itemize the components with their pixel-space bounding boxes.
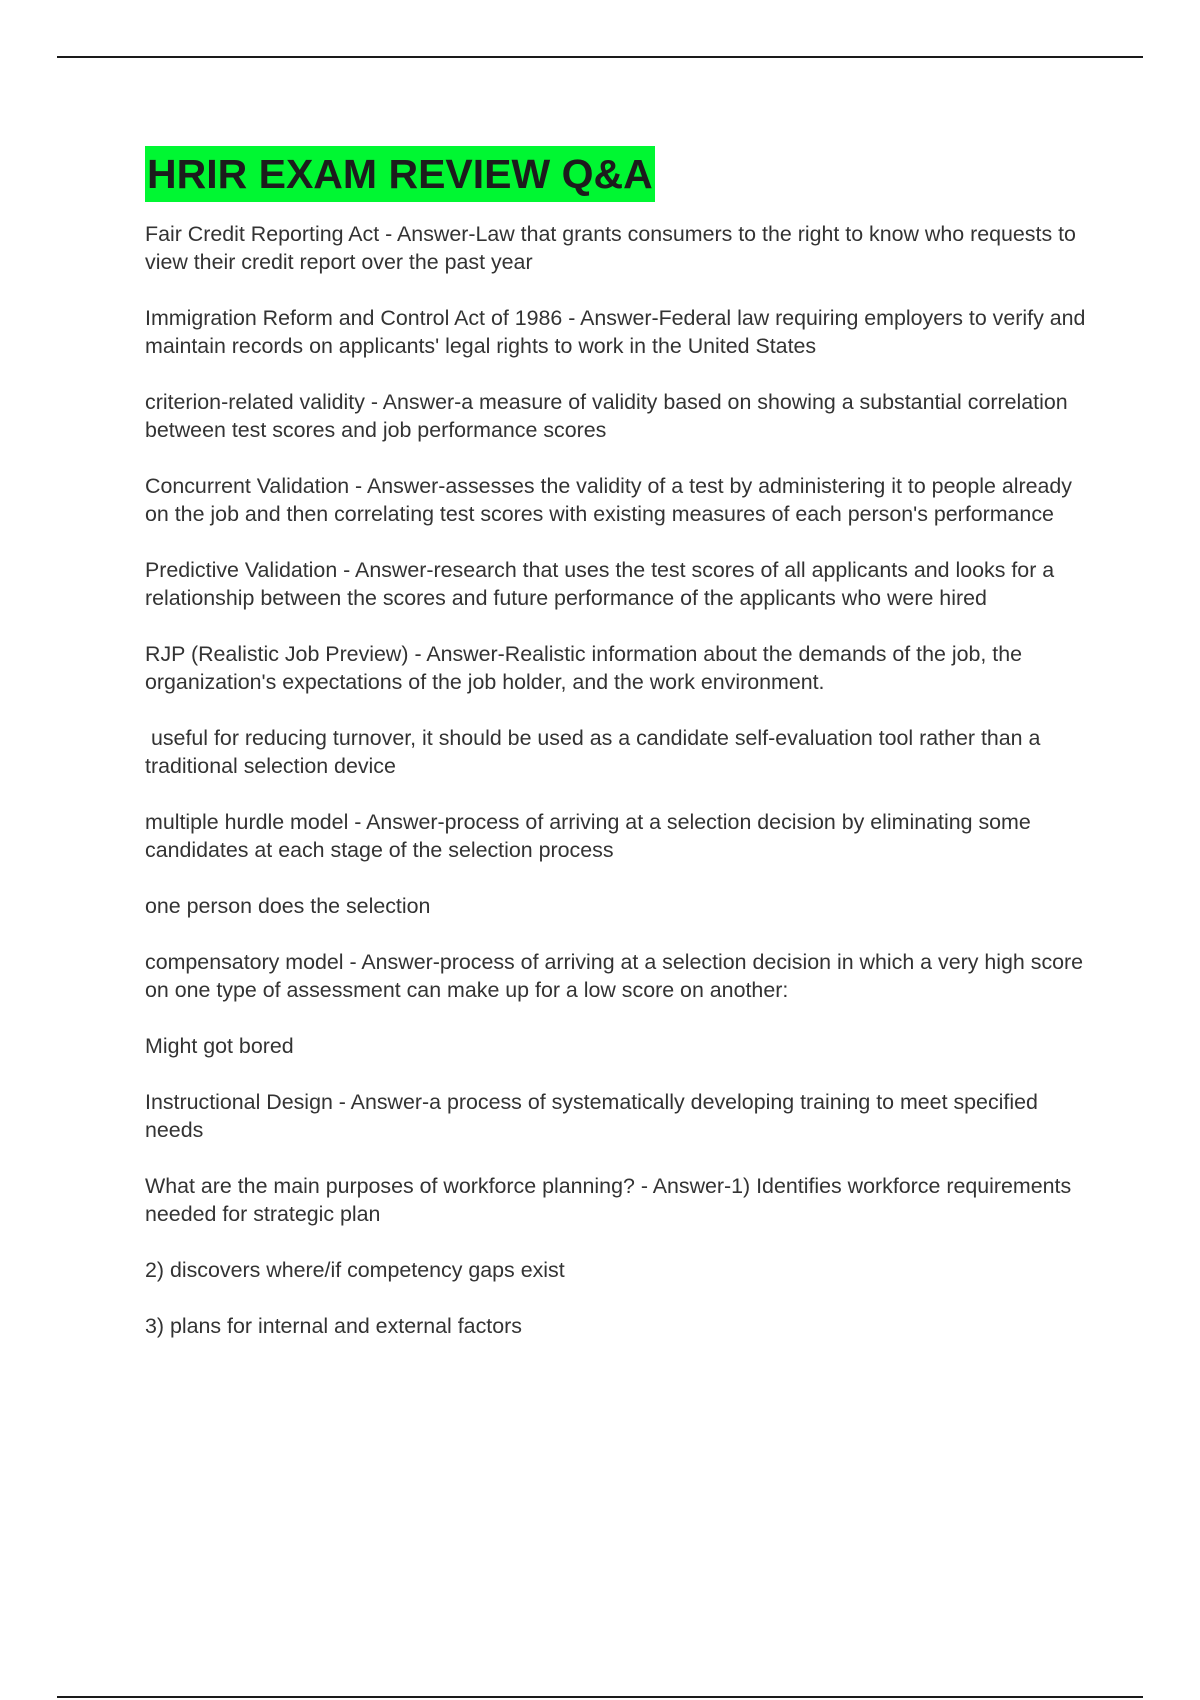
qa-paragraph: Fair Credit Reporting Act - Answer-Law that grants consumers to the right to know who requests to view their credit report over the past year [145, 222, 1076, 274]
qa-paragraph: Might got bored [145, 1034, 294, 1058]
qa-paragraph: RJP (Realistic Job Preview) - Answer-Realistic information about the demands of the job, the organization's expectations of the job holder, and the work environment. [145, 642, 1023, 694]
qa-paragraph: 2) discovers where/if competency gaps exist [145, 1258, 565, 1282]
qa-paragraph: Immigration Reform and Control Act of 1986 - Answer-Federal law requiring employers to verify and maintain records on applicants' legal rights to work in the United States [145, 306, 1086, 358]
qa-paragraph: one person does the selection [145, 894, 431, 918]
qa-paragraph: criterion-related validity - Answer-a measure of validity based on showing a substantial correlation between test scores and job performance scores [145, 390, 1068, 442]
qa-paragraph: multiple hurdle model - Answer-process of arriving at a selection decision by eliminating some candidates at each stage of the selection process [145, 810, 1031, 862]
qa-paragraph: compensatory model - Answer-process of arriving at a selection decision in which a very high score on one type of assessment can make up for a low score on another: [145, 950, 1084, 1002]
qa-paragraph: Predictive Validation - Answer-research that uses the test scores of all applicants and looks for a relationship between the scores and future performance of the applicants who were hired [145, 558, 1055, 610]
bottom-rule [57, 1696, 1143, 1698]
document-title: HRIR EXAM REVIEW Q&A [145, 146, 655, 202]
qa-paragraph: 3) plans for internal and external factors [145, 1314, 522, 1338]
qa-paragraph: Concurrent Validation - Answer-assesses the validity of a test by administering it to people already on the job and then correlating test scores with existing measures of each person's performance [145, 474, 1073, 526]
qa-paragraph: Instructional Design - Answer-a process of systematically developing training to meet specified needs [145, 1090, 1038, 1142]
top-rule [57, 56, 1143, 58]
qa-paragraph: What are the main purposes of workforce planning? - Answer-1) Identifies workforce requirements needed for strategic plan [145, 1174, 1072, 1226]
document-body [145, 146, 1090, 1368]
qa-paragraph: useful for reducing turnover, it should be used as a candidate self-evaluation tool rather than a traditional selection device [145, 726, 1047, 778]
